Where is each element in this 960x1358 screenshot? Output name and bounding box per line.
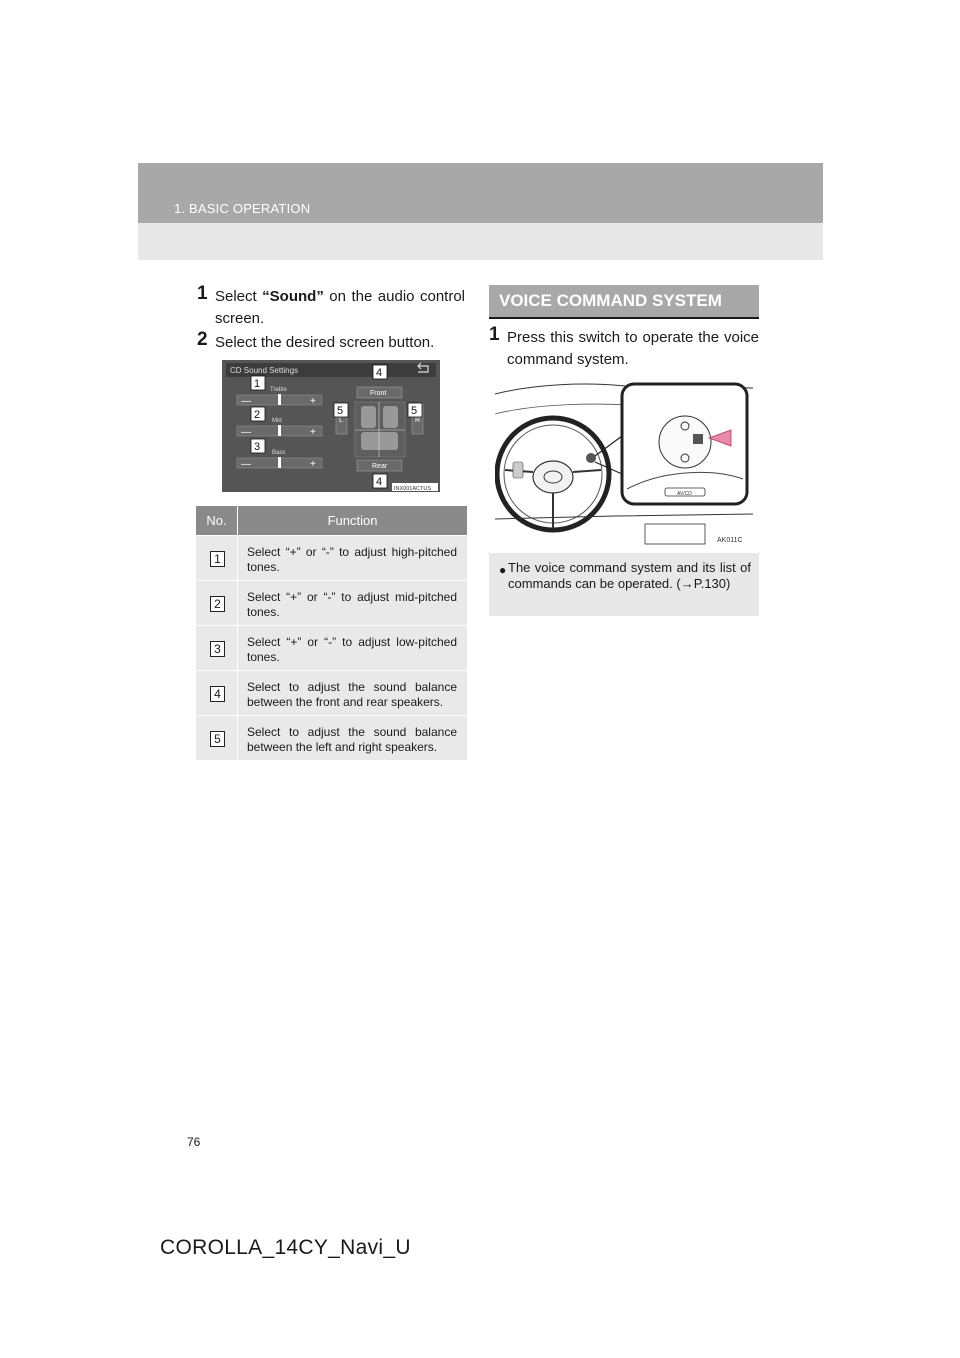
- voice-command-heading: VOICE COMMAND SYSTEM: [489, 285, 759, 317]
- svg-text:Front: Front: [370, 390, 387, 397]
- svg-text:L: L: [339, 417, 343, 424]
- row-function: Select “+” or “-” to adjust low-pitched tones.: [237, 626, 467, 670]
- row-number: 3: [210, 641, 225, 657]
- table-row: [196, 625, 467, 670]
- svg-text:1: 1: [254, 378, 261, 390]
- svg-text:Rear: Rear: [372, 463, 388, 470]
- svg-text:—: —: [241, 396, 251, 407]
- svg-text:+: +: [310, 396, 316, 407]
- svg-text:+: +: [310, 459, 316, 470]
- table-row: [196, 580, 467, 625]
- row-function: Select “+” or “-” to adjust high-pitched tones.: [237, 536, 467, 580]
- function-table: [196, 506, 467, 760]
- svg-text:+: +: [310, 427, 316, 438]
- table-row: [196, 535, 467, 580]
- svg-text:5: 5: [411, 405, 418, 417]
- table-header: [196, 506, 467, 535]
- row-function: Select to adjust the sound balance between the left and right speakers.: [237, 716, 467, 760]
- sound-settings-illustration: [222, 360, 440, 492]
- step-text: Select the desired screen button.: [215, 334, 435, 351]
- row-number: 2: [210, 596, 225, 612]
- row-number: 5: [210, 731, 225, 747]
- step-text: Select “Sound” on the audio control screen.: [215, 288, 465, 327]
- page-number: 76: [187, 1135, 201, 1149]
- heading-underline: [489, 317, 759, 319]
- svg-text:Bass: Bass: [272, 450, 286, 456]
- header-function: Function: [237, 506, 467, 535]
- sound-keyword: “Sound”: [262, 288, 324, 305]
- steering-wheel-figure: [495, 374, 753, 546]
- voice-step-1: [489, 324, 759, 371]
- section-title: 1. BASIC OPERATION: [174, 201, 311, 216]
- step-number: 1: [197, 283, 208, 304]
- table-row: [196, 670, 467, 715]
- header-no: No.: [206, 513, 227, 528]
- step-number: 2: [197, 329, 208, 350]
- table-row: [196, 715, 467, 760]
- step-number: 1: [489, 324, 500, 345]
- figure-code: AK011C: [717, 537, 743, 544]
- document-code: COROLLA_14CY_Navi_U: [160, 1236, 411, 1259]
- header-band-light: [138, 223, 823, 260]
- svg-text:—: —: [241, 427, 251, 438]
- svg-text:R: R: [415, 417, 421, 424]
- note-text: The voice command system and its list of commands can be operated. (→P.130): [508, 560, 751, 591]
- svg-text:4: 4: [376, 476, 383, 488]
- bullet-icon: ●: [499, 563, 507, 577]
- svg-text:Mid: Mid: [272, 418, 282, 424]
- svg-text:AV/CD: AV/CD: [677, 491, 692, 497]
- row-function: Select “+” or “-” to adjust mid-pitched tones.: [237, 581, 467, 625]
- svg-text:Treble: Treble: [270, 387, 287, 393]
- voice-note: [489, 553, 759, 616]
- screen-title: CD Sound Settings: [230, 366, 299, 375]
- steering-wheel-illustration: [495, 374, 753, 546]
- step-text: Press this switch to operate the voice command system.: [507, 329, 759, 368]
- step-1: [197, 283, 465, 330]
- step-2: [197, 329, 465, 354]
- image-code: INX001ACTUS: [394, 486, 431, 492]
- row-number: 1: [210, 551, 225, 567]
- svg-text:3: 3: [254, 441, 261, 453]
- page-header: [138, 163, 823, 260]
- svg-text:—: —: [241, 459, 251, 470]
- row-number: 4: [210, 686, 225, 702]
- svg-text:4: 4: [376, 367, 383, 379]
- svg-text:5: 5: [337, 405, 344, 417]
- row-function: Select to adjust the sound balance between the front and rear speakers.: [237, 671, 467, 715]
- svg-text:2: 2: [254, 409, 261, 421]
- sound-settings-screenshot: [222, 360, 440, 492]
